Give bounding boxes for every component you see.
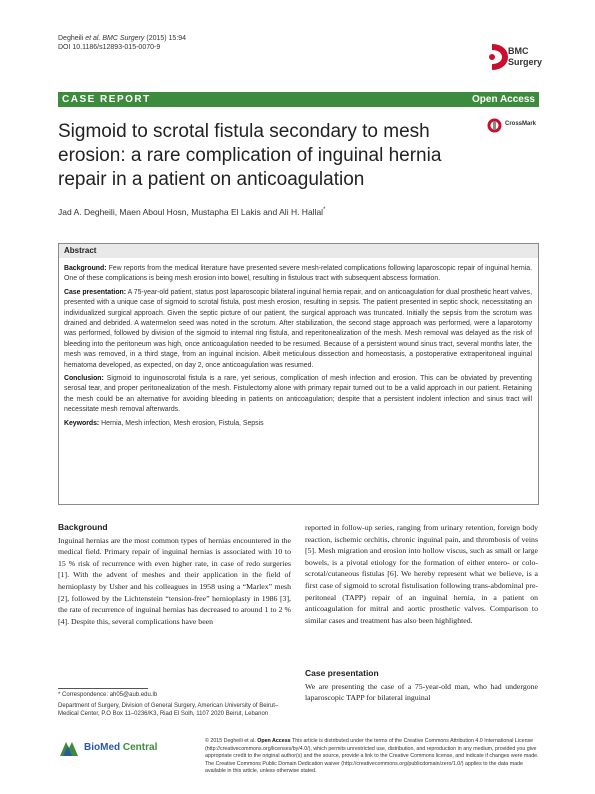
license-text (205, 738, 539, 776)
bmc-logo-icon (488, 42, 510, 72)
authors: Jad A. Degheili, Maen Aboul Hosn, Mustapha El Lakis and Ali H. Hallal (58, 207, 324, 217)
abstract-background-label: Background: (64, 265, 107, 272)
keywords-text: Hernia, Mesh infection, Mesh erosion, Fistula, Sepsis (101, 419, 264, 427)
crossmark-label: CrossMark (505, 121, 537, 127)
abstract-conclusion-text: Sigmoid to inguinoscrotal fistula is a rare, yet serious, complication of mesh infection and erosion. This can be obviated by preventing serosal tear, and proper peritonealization of the mesh. Fistulectomy alone with primary repair turned out to be a valid approach in our patient. Retaining the mesh could be an alternative for avoiding bleeding in patients on anticoagulation; despite that a persistent indolent infection and sinus tract will necessitate mesh removal afterwards. (64, 375, 532, 414)
footnote-divider (58, 688, 148, 689)
open-access-label: Open Access (472, 94, 535, 105)
abstract-background (64, 264, 532, 285)
abstract-case-text: A 75-year-old patient, status post laparoscopic bilateral inguinal hernia repair, and on anticoagulation for dual prosthetic heart valves, presented with a unique case of sigmoid to scrotal fistula, post mesh erosion, resulting in sepsis. The patient presented in septic shock, necessitating an individualized surgical approach. Given the septic picture of our patient, the surgical approach was truncated. Initially the sepsis from the scrotum was drained and debrided. A watermelon seed was noted in the scrotum. After stabilization, the second stage approach was performed, were a laparotomy was performed, followed by division of the sigmoid to internal ring fistula, and reperitonealization of the mesh. Mesh removal was delayed as the risk of bleeding into the peritoneum was high, once anticoagulation needed to be resumed. Because of a persistent wound sinus tract, several months later, the mesh was removed, in a third stage, from an inguinal incision. Albeit meticulous dissection and homeostasis, a postoperative extraperitoneal inguinal hematoma developed, as expected, on day 2, once anticoagulation was resumed. (64, 288, 532, 369)
abstract-case-label: Case presentation: (64, 288, 127, 296)
citation-journal: BMC Surgery (102, 35, 145, 42)
background-paragraph-left: Inguinal hernias are the most common types of hernias encountered in the medical field. Primary repair of inguinal hernias is associated with 10 to 15 % risk of recurrence with even higher rate, in case of redo surgeries [1]. With the advent of meshes and their application in the field of hernioplasty by Usher and his colleagues in 1958 using a “Marlex” mesh [2], followed by the Lichtenstein “tension-free” hernioplasty in 1986 [3], the rate of recurrence of inguinal hernias has decreased to around 1 to 2 % [4]. Despite this, several complications have been (58, 535, 291, 626)
journal-logo (488, 40, 548, 80)
abstract-heading: Abstract (59, 244, 538, 258)
article-title: Sigmoid to scrotal fistula secondary to mesh erosion: a rare complication of inguinal hernia repair in a patient on anticoagulation (58, 121, 442, 190)
abstract-case (64, 288, 532, 371)
abstract-keywords (64, 419, 532, 429)
license-copyright: © 2015 Degheili et al. (205, 738, 256, 744)
corresponding-author-mark: * (323, 207, 326, 214)
background-heading: Background (58, 522, 108, 532)
publisher-name (84, 742, 157, 753)
case-presentation-paragraph: We are presenting the case of a 75-year-old man, who had undergone laparoscopic TAPP for bilateral inguinal (305, 681, 538, 703)
correspondence: * Correspondence: ah05@aub.edu.lb (58, 692, 158, 698)
journal-logo-line1: BMC (508, 46, 529, 56)
abstract-background-text: Few reports from the medical literature have presented severe mesh-related complications following laparoscopic repair of inguinal hernia. One of these complications is being mesh erosion into bowel, resulting in fistulous tract with subsequent abscess formation. (64, 265, 532, 283)
citation-header (58, 34, 186, 52)
abstract-body (64, 264, 532, 432)
body-left-column (58, 522, 291, 627)
author-list (58, 207, 325, 217)
doi[interactable]: DOI 10.1186/s12893-015-0070-9 (58, 44, 161, 51)
body-right-column (305, 522, 538, 626)
biomed-central-icon (58, 738, 80, 758)
publisher-name-a: BioMed (84, 742, 121, 753)
abstract-conclusion-label: Conclusion: (64, 375, 104, 383)
citation-authors: Degheili (58, 35, 84, 42)
case-presentation-heading: Case presentation (305, 668, 379, 678)
license-body: This article is distributed under the terms of the Creative Commons Attribution 4.0 International License (http://creativecommons.org/licenses/by/4.0/), which permits unrestricted use, distribution, and reproduction in any medium, provided you give appropriate credit to the original author(s) and the source, provide a link to the Creative Commons license, and indicate if changes were made. The Creative Commons Public Domain Dedication waiver (http://creativecommons.org/publicdomain/zero/1.0/) applies to the data made available in this article, unless otherwise stated. (205, 738, 539, 775)
journal-logo-line2: Surgery (508, 57, 543, 67)
article-type-banner (58, 92, 539, 107)
publisher-name-b: Central (120, 742, 158, 753)
crossmark-icon (487, 118, 502, 133)
citation-year-page: (2015) 15:94 (146, 35, 187, 42)
license-open-access: Open Access (257, 738, 291, 744)
abstract-conclusion (64, 374, 532, 416)
keywords-label: Keywords: (64, 419, 100, 427)
background-paragraph-right: reported in follow-up series, ranging from urinary retention, foreign body reaction, ischemic orchitis, chronic inguinal pain, and thrombosis of veins [5]. Mesh migration and erosion into hollow viscus, such as small or large bowels, is a pivotal etiology for the formation of either entero- or colo- scrotal/cutaneous fistulas [6]. We hereby represent what we believe, is a first case of sigmoid to scrotal fistulisation following trans-abdominal pre-peritoneal (TAPP) repair of an inguinal hernia, in a patient on anticoagulation for mitral and aortic prosthetic valves. Comparison to similar cases and treatment has also been highlighted. (305, 523, 538, 625)
publisher-logo (58, 738, 178, 758)
footnote (58, 691, 293, 721)
affiliation: Department of Surgery, Division of General Surgery, American University of Beirut–Medical Center, P.O Box 11–0236/K3, Riad El Solh, 1107 2020 Beirut, Lebanon (58, 703, 279, 717)
case-presentation-section (305, 668, 538, 704)
article-type: CASE REPORT (62, 94, 151, 105)
citation-etal: et al. (85, 35, 101, 42)
abstract-box (58, 243, 539, 505)
crossmark-badge[interactable] (487, 118, 547, 134)
